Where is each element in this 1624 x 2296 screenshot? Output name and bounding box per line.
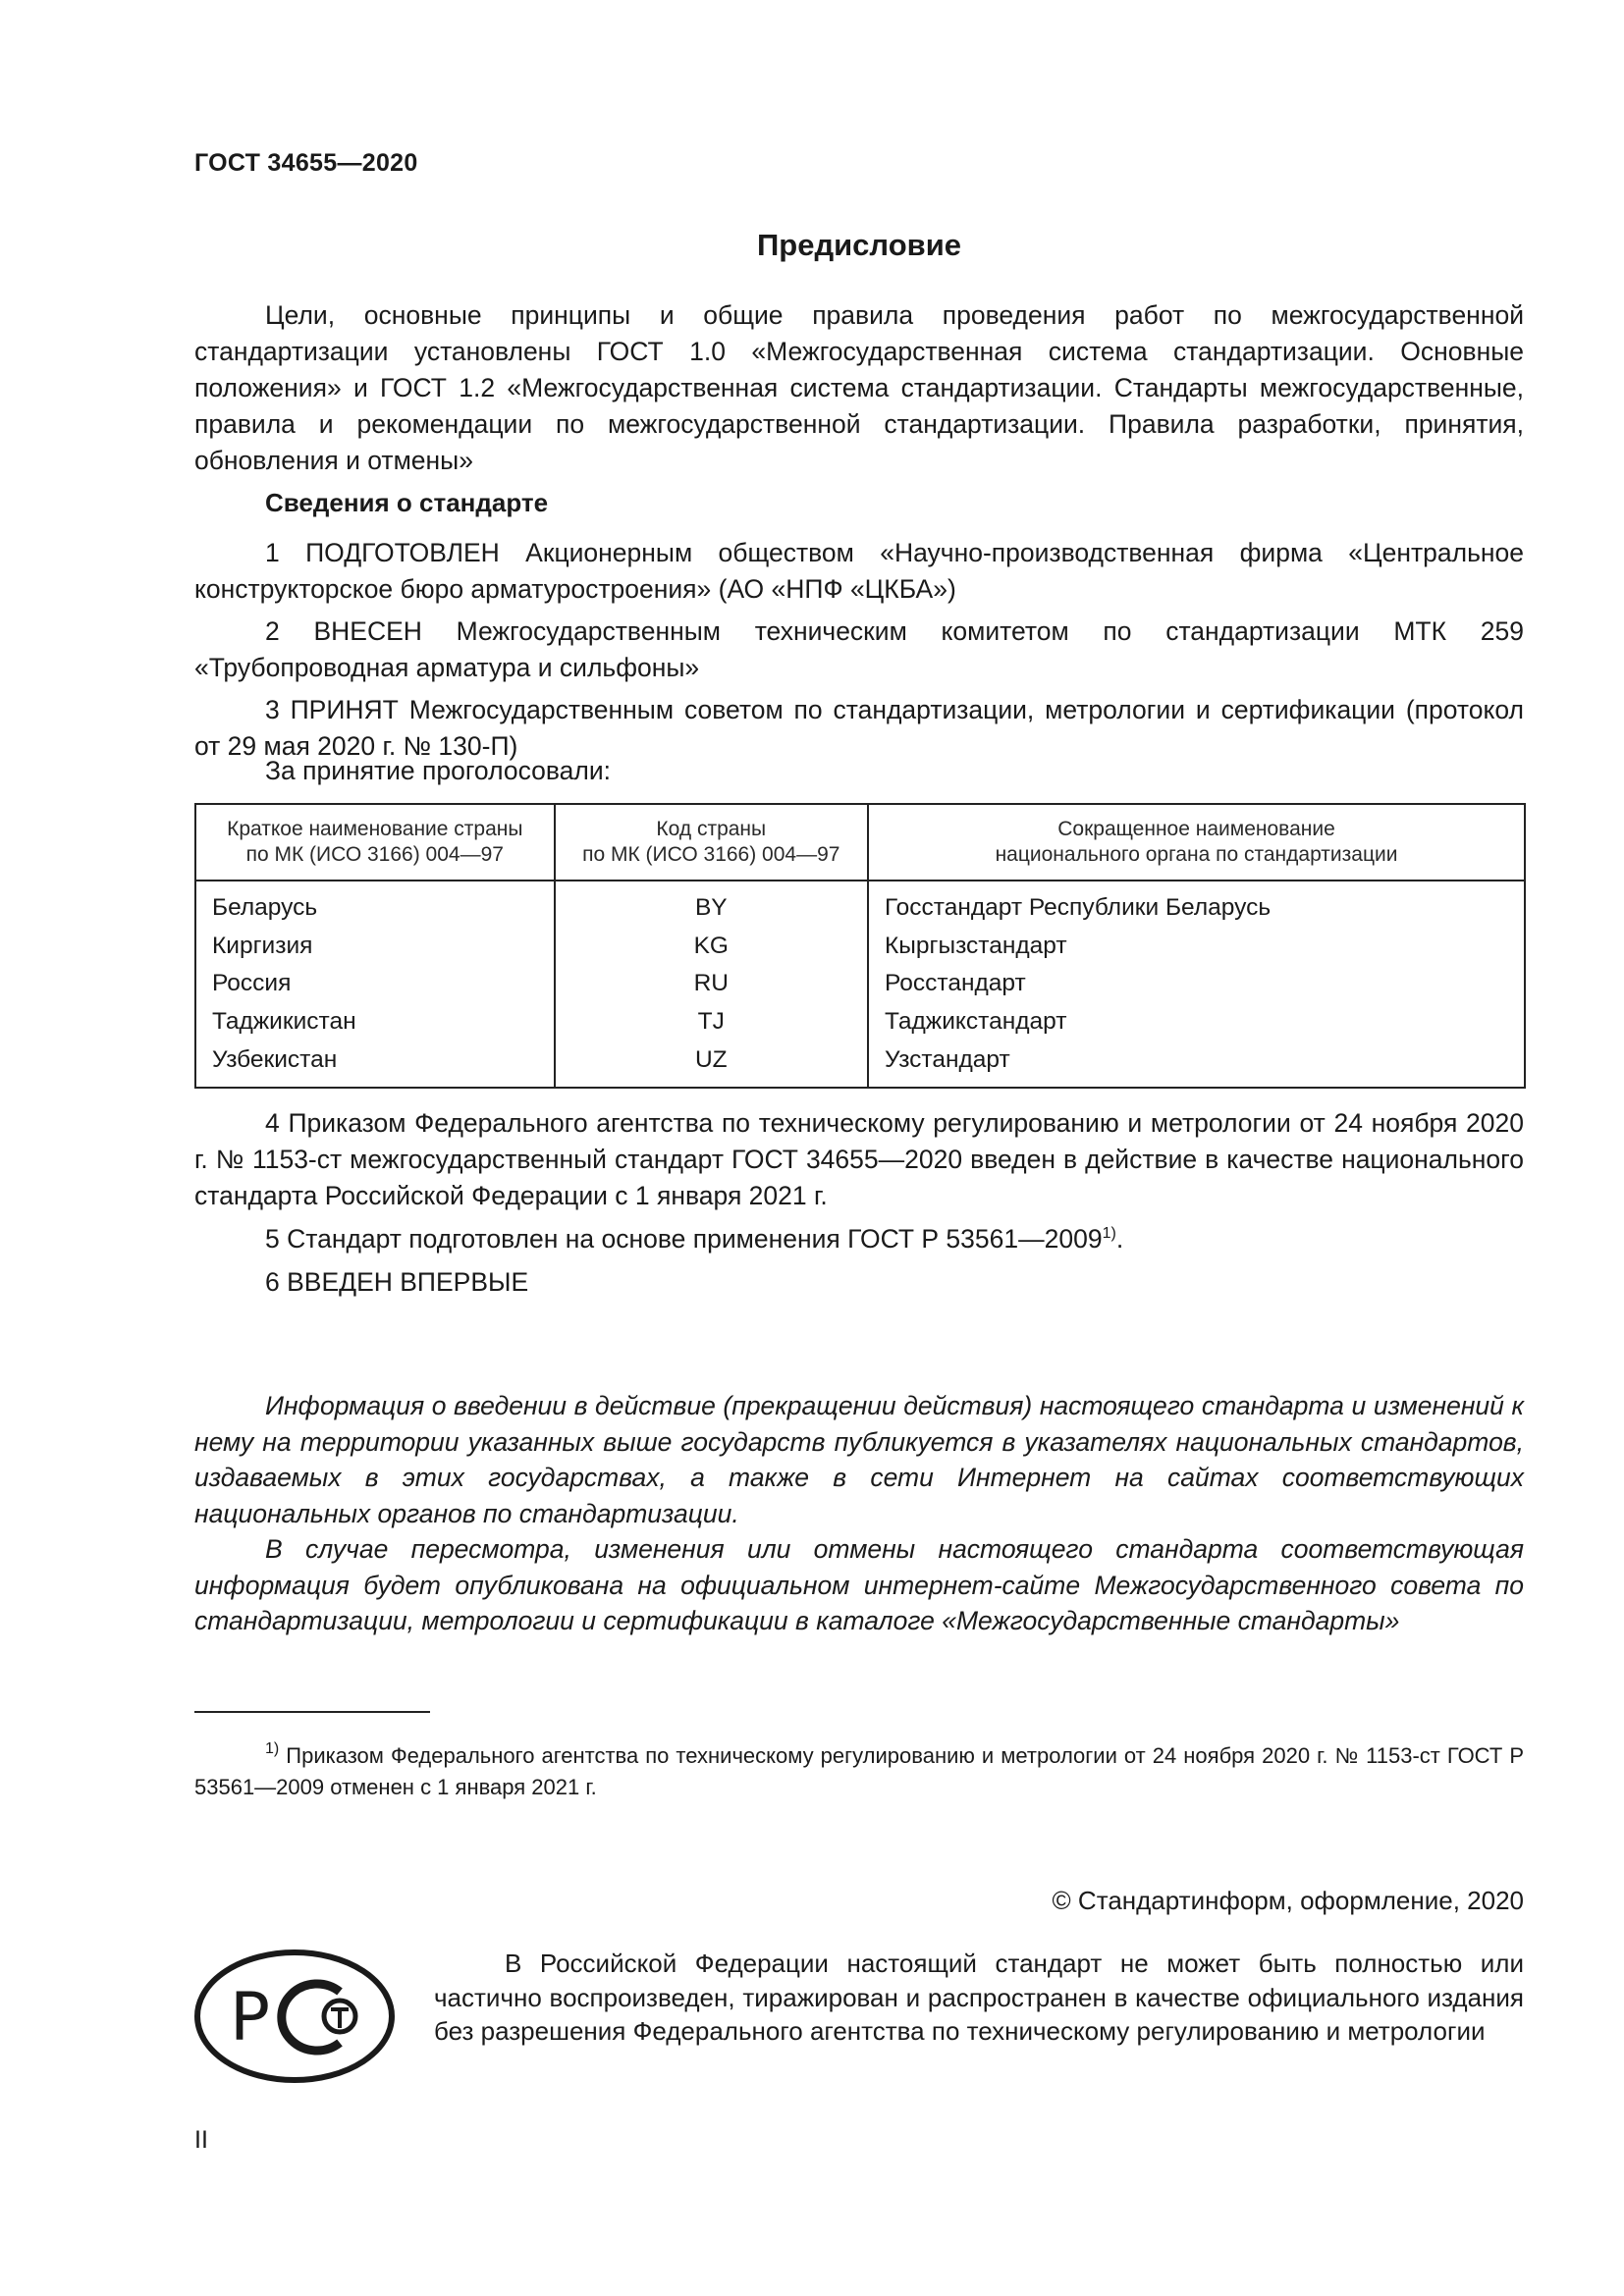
- item-5-end: .: [1115, 1224, 1124, 1254]
- code-cell: KG: [555, 928, 868, 966]
- table-row: [195, 1003, 1525, 1041]
- code-cell: UZ: [555, 1041, 868, 1088]
- item-1: 1 ПОДГОТОВЛЕН Акционерным обществом «Научно-производственная фирма «Центральное конструкторское бюро арматуростроения» (АО «НПФ «ЦКБА»): [194, 538, 1524, 604]
- body-cell: Кыргызстандарт: [868, 928, 1525, 966]
- item-5-text: 5 Стандарт подготовлен на основе применения ГОСТ Р 53561—2009: [265, 1224, 1103, 1254]
- code-cell: BY: [555, 881, 868, 928]
- rights-notice: В Российской Федерации настоящий стандарт не может быть полностью или частично воспроизведен, тиражирован и распространен в качестве официального издания без разрешения Федерального агентства по техническому регулированию и метрологии: [434, 1949, 1524, 2046]
- header-national-body: [868, 804, 1525, 881]
- body-cell: Госстандарт Республики Беларусь: [868, 881, 1525, 928]
- footnote-text: Приказом Федерального агентства по техническому регулированию и метрологии от 24 ноября 2020 г. № 1153-ст ГОСТ Р 53561—2009 отменен с 1 января 2021 г.: [194, 1743, 1524, 1799]
- document-code: ГОСТ 34655—2020: [194, 149, 418, 177]
- header-line: Краткое наименование страны: [227, 818, 523, 840]
- svg-text:Р: Р: [230, 1979, 271, 2056]
- table-row: [195, 965, 1525, 1003]
- footnote-ref: 1): [1102, 1225, 1116, 1242]
- countries-table: [194, 803, 1526, 1089]
- table-row: [195, 881, 1525, 928]
- item-3: 3 ПРИНЯТ Межгосударственным советом по стандартизации, метрологии и сертификации (протокол от 29 мая 2020 г. № 130-П): [194, 695, 1524, 761]
- item-6: 6 ВВЕДЕН ВПЕРВЫЕ: [265, 1267, 529, 1297]
- intro-paragraph: Цели, основные принципы и общие правила проведения работ по межгосударственной стандартизации установлены ГОСТ 1.0 «Межгосударственная система стандартизации. Основные положения» и ГОСТ 1.2 «Межгосударственная система стандартизации. Стандарты межгосударственные, правила и рекомендации по межгосударственной стандартизации. Правила разработки, принятия, обновления и отмены»: [194, 300, 1524, 475]
- country-cell: Киргизия: [195, 928, 555, 966]
- body-cell: Узстандарт: [868, 1041, 1525, 1088]
- code-cell: RU: [555, 965, 868, 1003]
- items-before-table: [194, 535, 1524, 771]
- code-cell: TJ: [555, 1003, 868, 1041]
- body-cell: Росстандарт: [868, 965, 1525, 1003]
- footnote-mark: 1): [265, 1740, 280, 1757]
- notice-paragraph: В случае пересмотра, изменения или отмены настоящего стандарта соответствующая информация будет опубликована на официальном интернет-сайте Межгосударственного совета по стандартизации, метрологии и сертификации в каталоге «Межгосударственные стандарты»: [194, 1534, 1524, 1635]
- item-2: 2 ВНЕСЕН Межгосударственным техническим комитетом по стандартизации МТК 259 «Трубопроводная арматура и сильфоны»: [194, 616, 1524, 682]
- country-cell: Россия: [195, 965, 555, 1003]
- footnote-divider: [194, 1711, 430, 1713]
- page-title: Предисловие: [756, 228, 961, 262]
- header-country-name: [195, 804, 555, 881]
- table-row: [195, 928, 1525, 966]
- document-page: [194, 0, 1524, 2296]
- header-country-code: [555, 804, 868, 881]
- footnote: [194, 1740, 1524, 1803]
- rst-logo-icon: [194, 1949, 395, 2084]
- notice-paragraph: Информация о введении в действие (прекращении действия) настоящего стандарта и изменений к нему на территории указанных выше государств публикуется в указателях национальных стандартов, издаваемых в этих государствах, а также в сети Интернет на сайтах соответствующих национальных органов по стандартизации.: [194, 1391, 1524, 1528]
- item-4: 4 Приказом Федерального агентства по техническому регулированию и метрологии от 24 ноября 2020 г. № 1153-ст межгосударственный стандарт ГОСТ 34655—2020 введен в действие в качестве национального стандарта Российской Федерации с 1 января 2021 г.: [194, 1108, 1524, 1210]
- header-line: по МК (ИСО 3166) 004—97: [245, 843, 504, 866]
- country-cell: Узбекистан: [195, 1041, 555, 1088]
- intro-section: [194, 297, 1524, 479]
- country-cell: Беларусь: [195, 881, 555, 928]
- table-header-row: [195, 804, 1525, 881]
- publication-notice: [194, 1388, 1524, 1639]
- table-row: [195, 1041, 1525, 1088]
- body-cell: Таджикстандарт: [868, 1003, 1525, 1041]
- page-number: II: [194, 2126, 208, 2154]
- item-5: [194, 1221, 1524, 1257]
- header-line: Сокращенное наименование: [1057, 818, 1335, 840]
- header-line: национального органа по стандартизации: [995, 843, 1398, 866]
- items-after-table: [194, 1105, 1524, 1308]
- copyright: © Стандартинформ, оформление, 2020: [1052, 1886, 1524, 1915]
- vote-label: За принятие проголосовали:: [265, 756, 612, 785]
- header-line: Код страны: [656, 818, 767, 840]
- header-line: по МК (ИСО 3166) 004—97: [582, 843, 840, 866]
- section-heading: Сведения о стандарте: [265, 488, 549, 517]
- country-cell: Таджикистан: [195, 1003, 555, 1041]
